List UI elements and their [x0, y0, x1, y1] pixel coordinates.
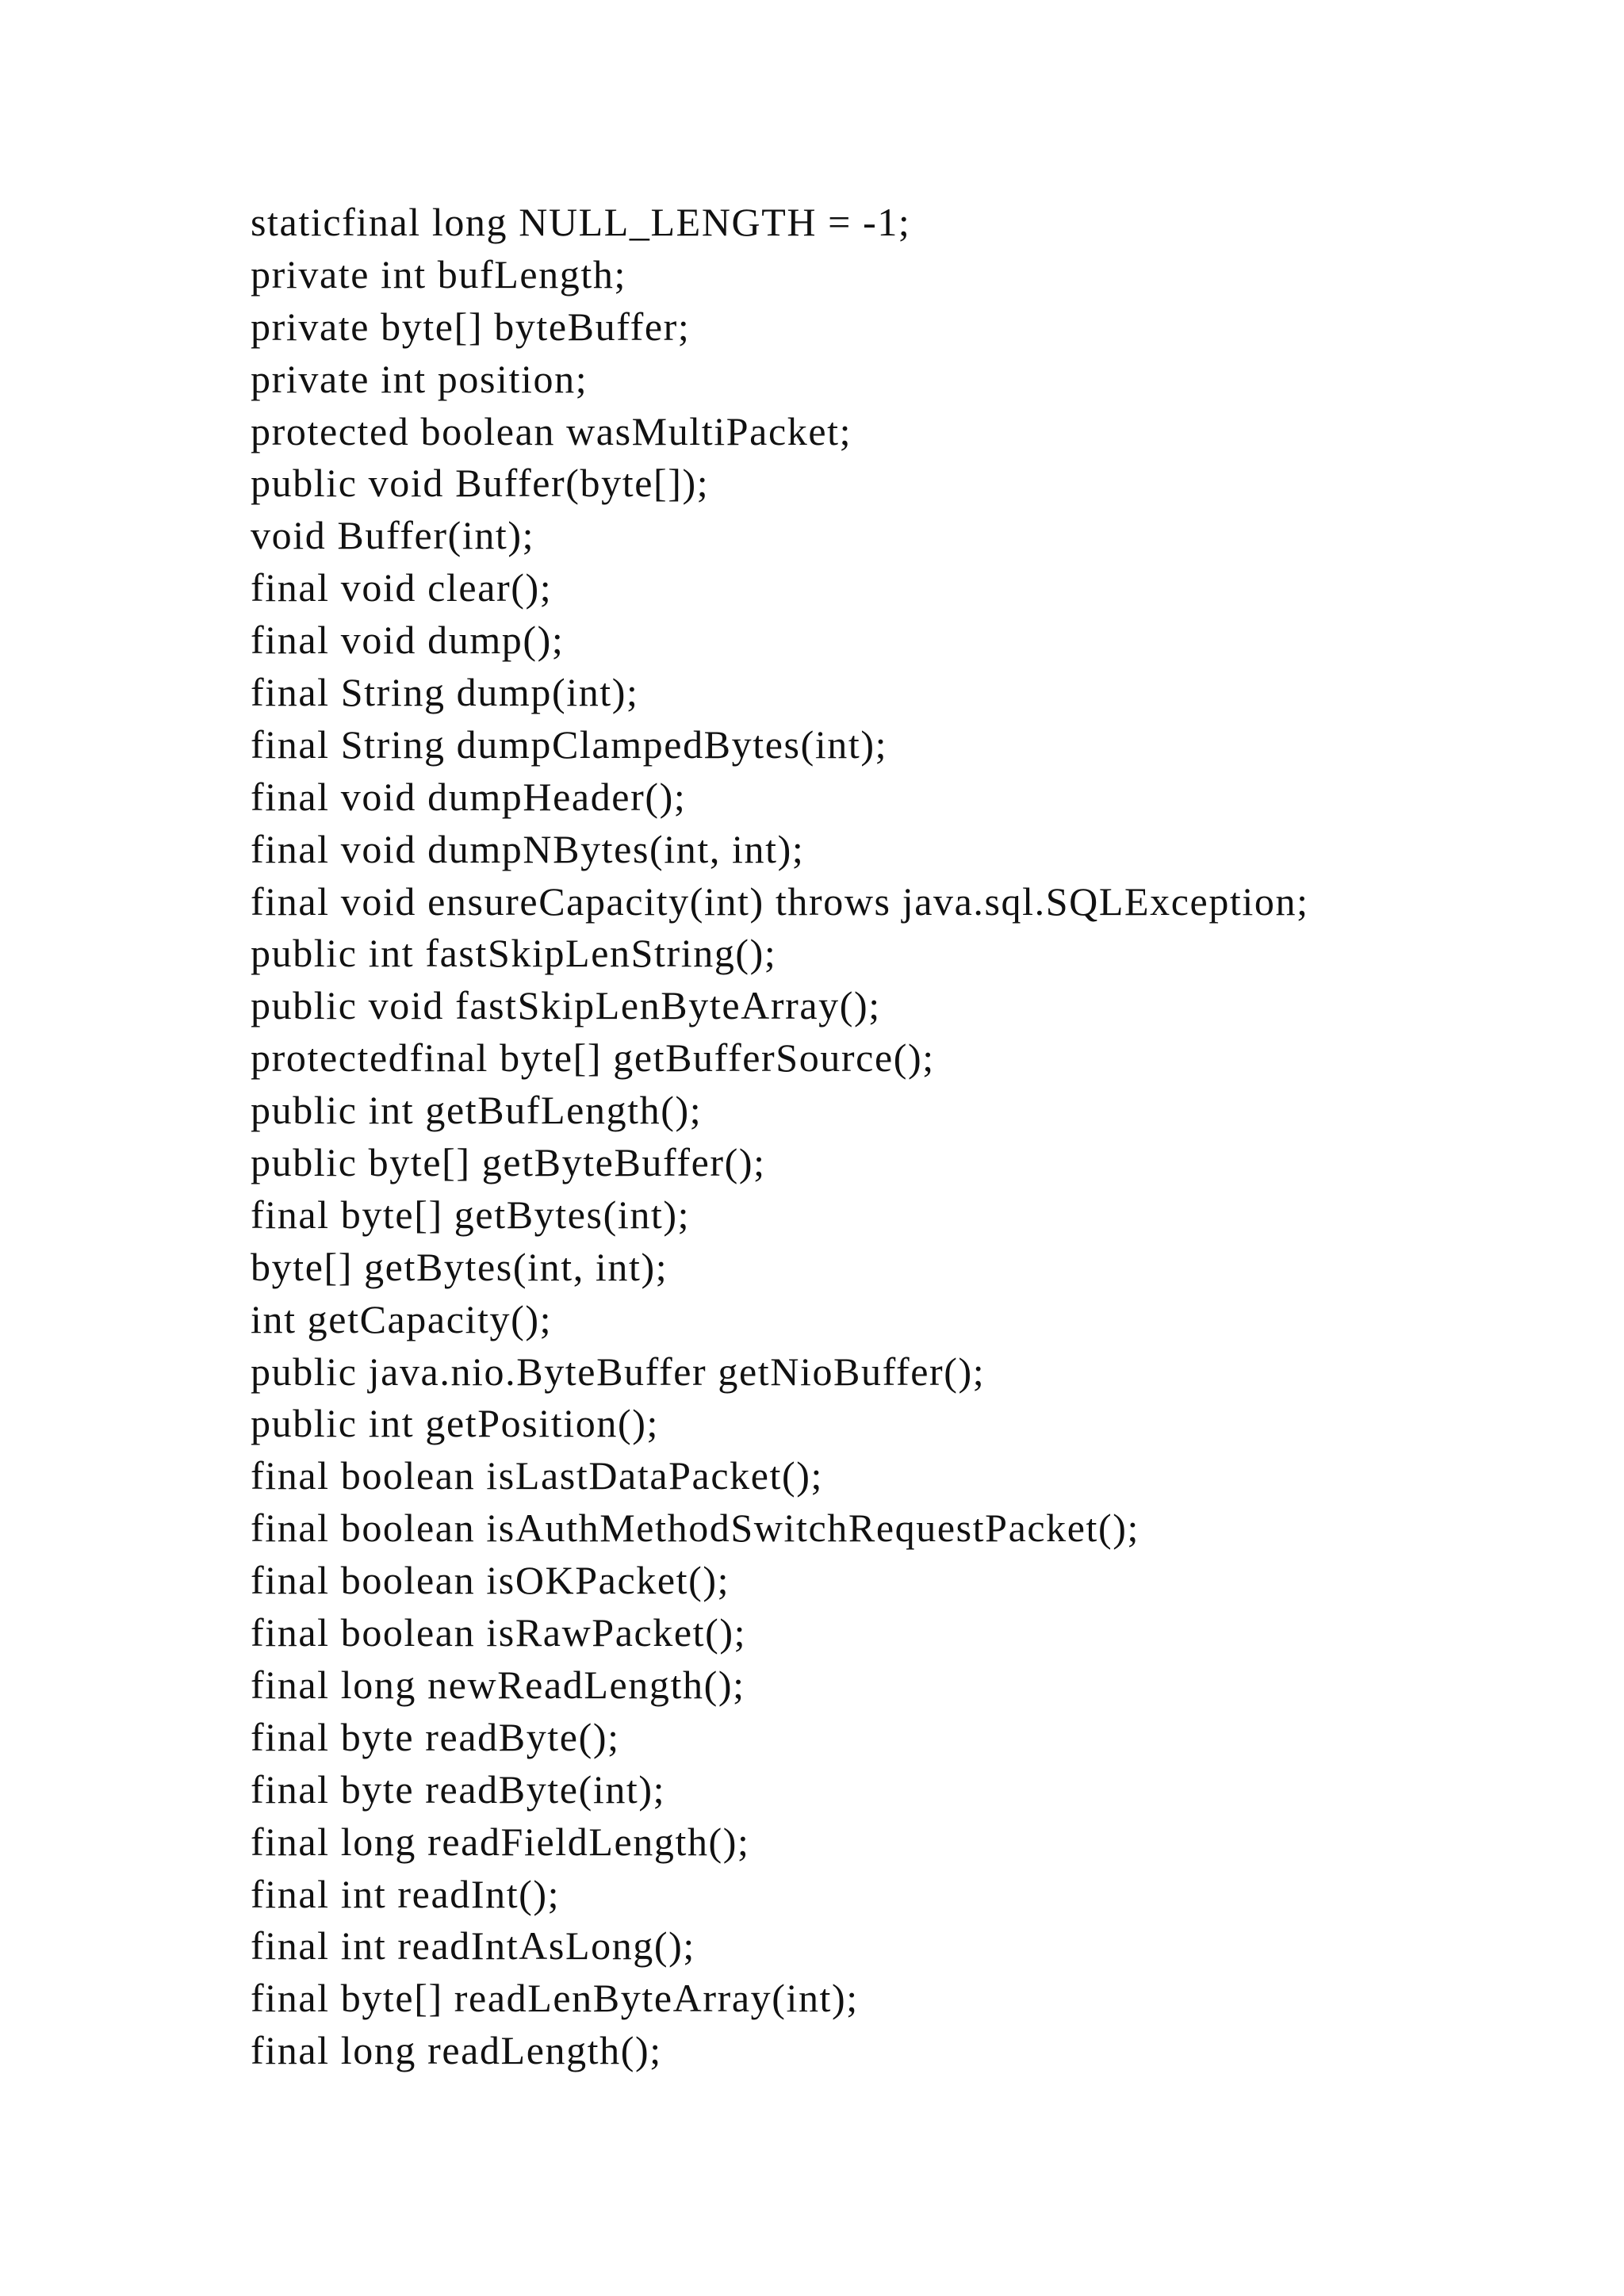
- code-line: final String dumpClampedBytes(int);: [251, 721, 888, 767]
- code-line: byte[] getBytes(int, int);: [251, 1244, 668, 1289]
- code-line: final void dumpHeader();: [251, 774, 687, 819]
- code-line: final int readIntAsLong();: [251, 1923, 695, 1969]
- code-line: final long readLength();: [251, 2028, 662, 2073]
- code-line: final byte readByte();: [251, 1714, 620, 1759]
- code-line: public byte[] getByteBuffer();: [251, 1140, 766, 1185]
- code-line: private int bufLength;: [251, 251, 626, 297]
- code-line: final boolean isRawPacket();: [251, 1610, 747, 1655]
- code-line: protected boolean wasMultiPacket;: [251, 408, 852, 453]
- code-line: private int position;: [251, 356, 588, 401]
- code-line: final String dump(int);: [251, 670, 639, 715]
- code-line: public java.nio.ByteBuffer getNioBuffer();: [251, 1349, 986, 1394]
- code-line: public void fastSkipLenByteArray();: [251, 983, 881, 1028]
- code-line: staticfinal long NULL_LENGTH = -1;: [251, 200, 911, 244]
- code-line: final void dump();: [251, 618, 565, 663]
- code-line: private byte[] byteBuffer;: [251, 304, 691, 349]
- code-line: int getCapacity();: [251, 1296, 553, 1341]
- code-line: public void Buffer(byte[]);: [251, 461, 710, 506]
- code-listing: [251, 197, 1599, 2077]
- code-line: public int fastSkipLenString();: [251, 931, 777, 976]
- code-line: final void dumpNBytes(int, int);: [251, 826, 805, 871]
- code-line: final byte readByte(int);: [251, 1766, 666, 1812]
- code-line: final long readFieldLength();: [251, 1819, 750, 1864]
- code-line: final byte[] readLenByteArray(int);: [251, 1976, 859, 2021]
- code-line: final long newReadLength();: [251, 1662, 745, 1707]
- code-line: final void clear();: [251, 565, 553, 610]
- code-line: void Buffer(int);: [251, 513, 535, 558]
- code-line: final boolean isOKPacket();: [251, 1558, 730, 1603]
- code-line: final boolean isLastDataPacket();: [251, 1453, 823, 1498]
- code-line: public int getBufLength();: [251, 1088, 703, 1133]
- code-line: final boolean isAuthMethodSwitchRequestPacket();: [251, 1506, 1140, 1551]
- code-line: final void ensureCapacity(int) throws java.sql.SQLException;: [251, 878, 1309, 924]
- code-line: protectedfinal byte[] getBufferSource();: [251, 1035, 935, 1081]
- code-line: final byte[] getBytes(int);: [251, 1192, 691, 1237]
- code-line: public int getPosition();: [251, 1401, 659, 1446]
- code-line: final int readInt();: [251, 1871, 561, 1916]
